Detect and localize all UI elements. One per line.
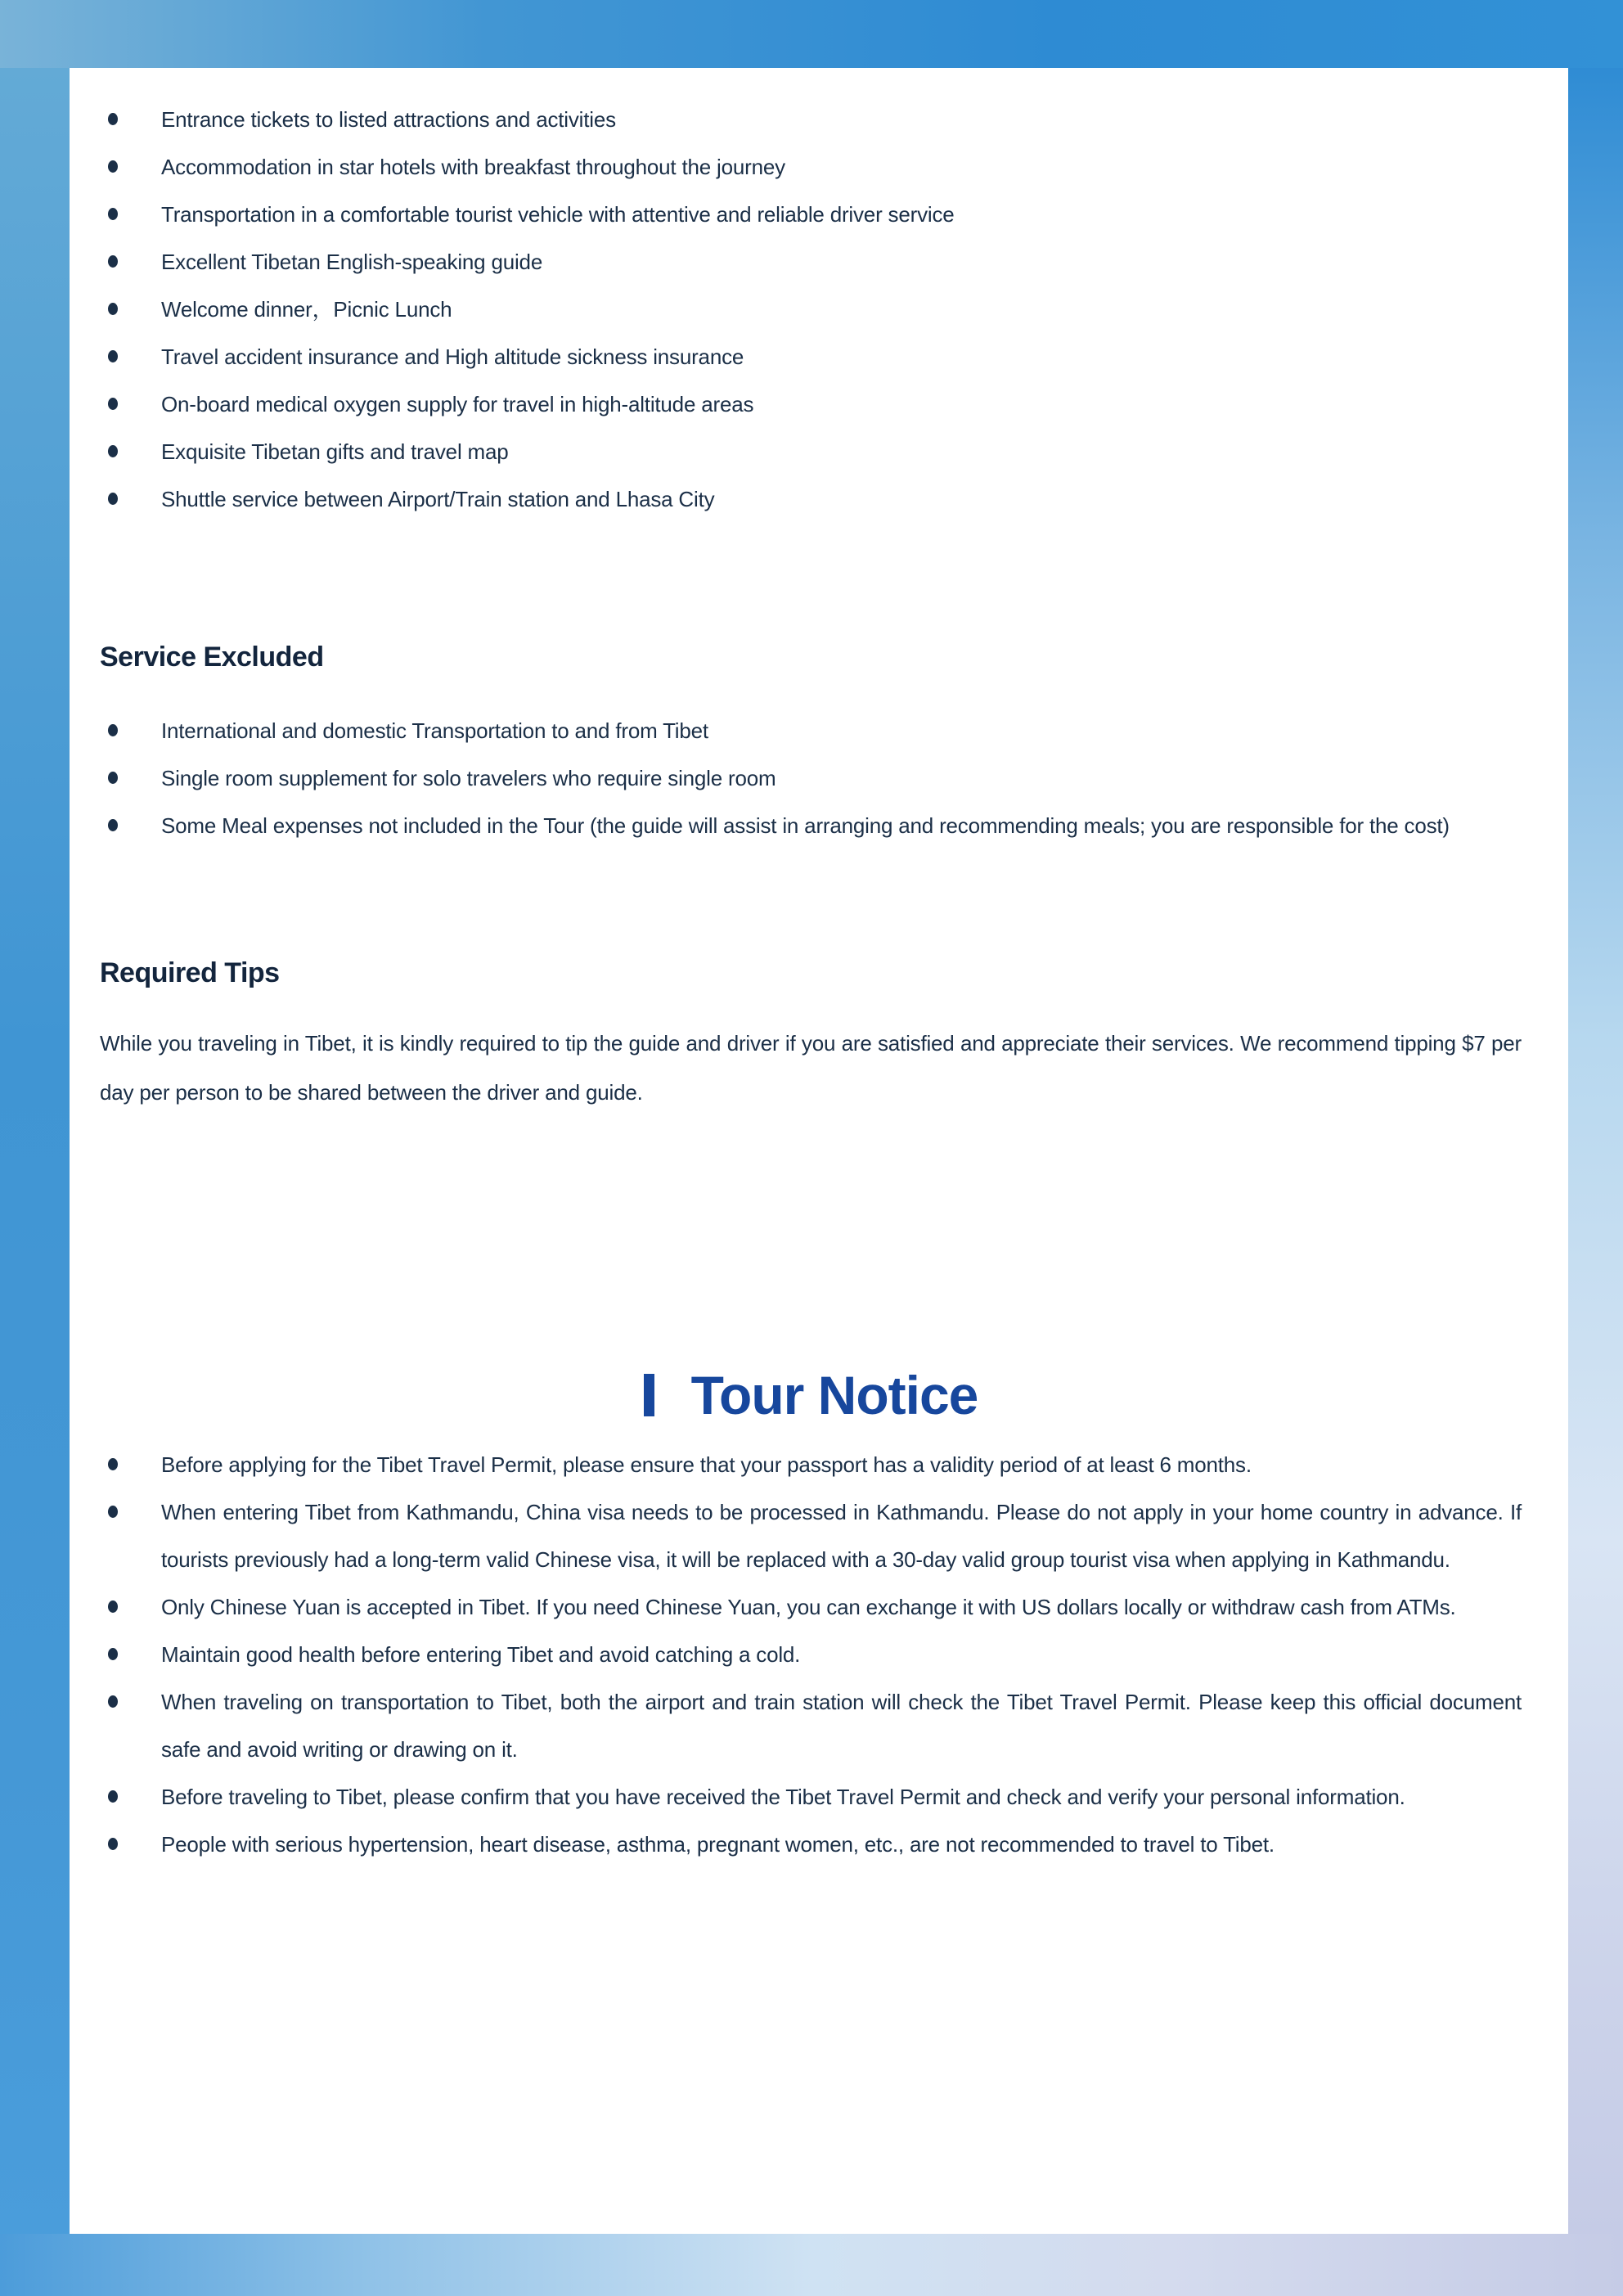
list-item <box>100 1441 1522 1488</box>
list-item-text: When traveling on transportation to Tibet, both the airport and train station will check the Tibet Travel Permit. Please keep this official document safe and avoid writing or drawing on it. <box>161 1690 1522 1762</box>
list-item-text: Welcome dinner，Picnic Lunch <box>161 297 452 322</box>
required-tips-paragraph: While you traveling in Tibet, it is kindly required to tip the guide and driver if you are satisfied and appreciate their services. We recommend tipping $7 per day per person to be shared between the driver and guide. <box>100 1031 1522 1105</box>
bullet-icon <box>108 1695 118 1708</box>
list-item <box>100 286 1522 333</box>
list-item <box>100 1488 1522 1583</box>
list-item <box>100 333 1522 380</box>
list-item-text: When entering Tibet from Kathmandu, China visa needs to be processed in Kathmandu. Please do not apply in your home country in advance. If tourists previously had a long-term valid Chinese visa, it will be replaced with a 30-day valid group tourist visa when applying in Kathmandu. <box>161 1500 1522 1572</box>
list-item <box>100 707 1522 754</box>
bullet-icon <box>108 255 118 268</box>
section-title-required-tips: Required Tips <box>100 957 280 988</box>
bullet-icon <box>108 724 118 736</box>
list-item-text: Transportation in a comfortable tourist vehicle with attentive and reliable driver service <box>161 202 955 227</box>
list-item-text: Excellent Tibetan English-speaking guide <box>161 250 543 274</box>
bullet-icon <box>108 1838 118 1850</box>
section-title-service-excluded: Service Excluded <box>100 642 324 673</box>
bullet-icon <box>108 160 118 173</box>
list-item-text: Shuttle service between Airport/Train station and Lhasa City <box>161 487 715 511</box>
list-item-text: Entrance tickets to listed attractions and activities <box>161 107 616 132</box>
list-item <box>100 1583 1522 1631</box>
heading-bar-icon <box>644 1374 654 1416</box>
tour-notice-list <box>100 1441 1522 1868</box>
bullet-icon <box>108 819 118 831</box>
list-item <box>100 802 1522 849</box>
bullet-icon <box>108 493 118 505</box>
page-border-right <box>1568 68 1623 2234</box>
page-border-left <box>0 68 70 2234</box>
list-item-text: Before traveling to Tibet, please confirm that you have received the Tibet Travel Permit and check and verify your personal information. <box>161 1785 1405 1809</box>
bullet-icon <box>108 445 118 457</box>
page-border-top <box>0 0 1623 68</box>
list-item-text: Accommodation in star hotels with breakfast throughout the journey <box>161 155 785 179</box>
list-item <box>100 238 1522 286</box>
tour-notice-heading-text: Tour Notice <box>690 1365 978 1425</box>
bullet-icon <box>108 113 118 125</box>
bullet-icon <box>108 208 118 220</box>
bullet-icon <box>108 350 118 362</box>
list-item-text: International and domestic Transportation to and from Tibet <box>161 718 708 743</box>
list-item-text: Only Chinese Yuan is accepted in Tibet. If you need Chinese Yuan, you can exchange it with US dollars locally or withdraw cash from ATMs. <box>161 1595 1456 1619</box>
list-item <box>100 754 1522 802</box>
service-included-list <box>100 96 1522 523</box>
service-excluded-list <box>100 707 1522 849</box>
list-item <box>100 475 1522 523</box>
bullet-icon <box>108 398 118 410</box>
list-item <box>100 1821 1522 1868</box>
bullet-icon <box>108 303 118 315</box>
list-item <box>100 96 1522 143</box>
page-border-bottom <box>0 2234 1623 2296</box>
list-item <box>100 143 1522 191</box>
list-item <box>100 380 1522 428</box>
bullet-icon <box>108 1506 118 1518</box>
bullet-icon <box>108 1458 118 1470</box>
list-item <box>100 191 1522 238</box>
tour-notice-heading <box>100 1362 1522 1428</box>
page-surface <box>70 68 1568 2234</box>
list-item-text: Before applying for the Tibet Travel Permit, please ensure that your passport has a validity period of at least 6 months. <box>161 1452 1252 1477</box>
bullet-icon <box>108 1600 118 1613</box>
bullet-icon <box>108 772 118 784</box>
list-item-text: On-board medical oxygen supply for travel in high-altitude areas <box>161 392 754 416</box>
list-item-text: Single room supplement for solo travelers who require single room <box>161 766 776 790</box>
list-item-text: Exquisite Tibetan gifts and travel map <box>161 439 509 464</box>
list-item <box>100 1678 1522 1773</box>
bullet-icon <box>108 1790 118 1803</box>
list-item-text: Maintain good health before entering Tibet and avoid catching a cold. <box>161 1642 801 1667</box>
list-item <box>100 428 1522 475</box>
list-item <box>100 1631 1522 1678</box>
list-item <box>100 1773 1522 1821</box>
bullet-icon <box>108 1648 118 1660</box>
list-item-text: People with serious hypertension, heart disease, asthma, pregnant women, etc., are not recommended to travel to Tibet. <box>161 1832 1275 1857</box>
list-item-text: Travel accident insurance and High altitude sickness insurance <box>161 344 744 369</box>
list-item-text: Some Meal expenses not included in the Tour (the guide will assist in arranging and recommending meals; you are responsible for the cost) <box>161 813 1450 838</box>
